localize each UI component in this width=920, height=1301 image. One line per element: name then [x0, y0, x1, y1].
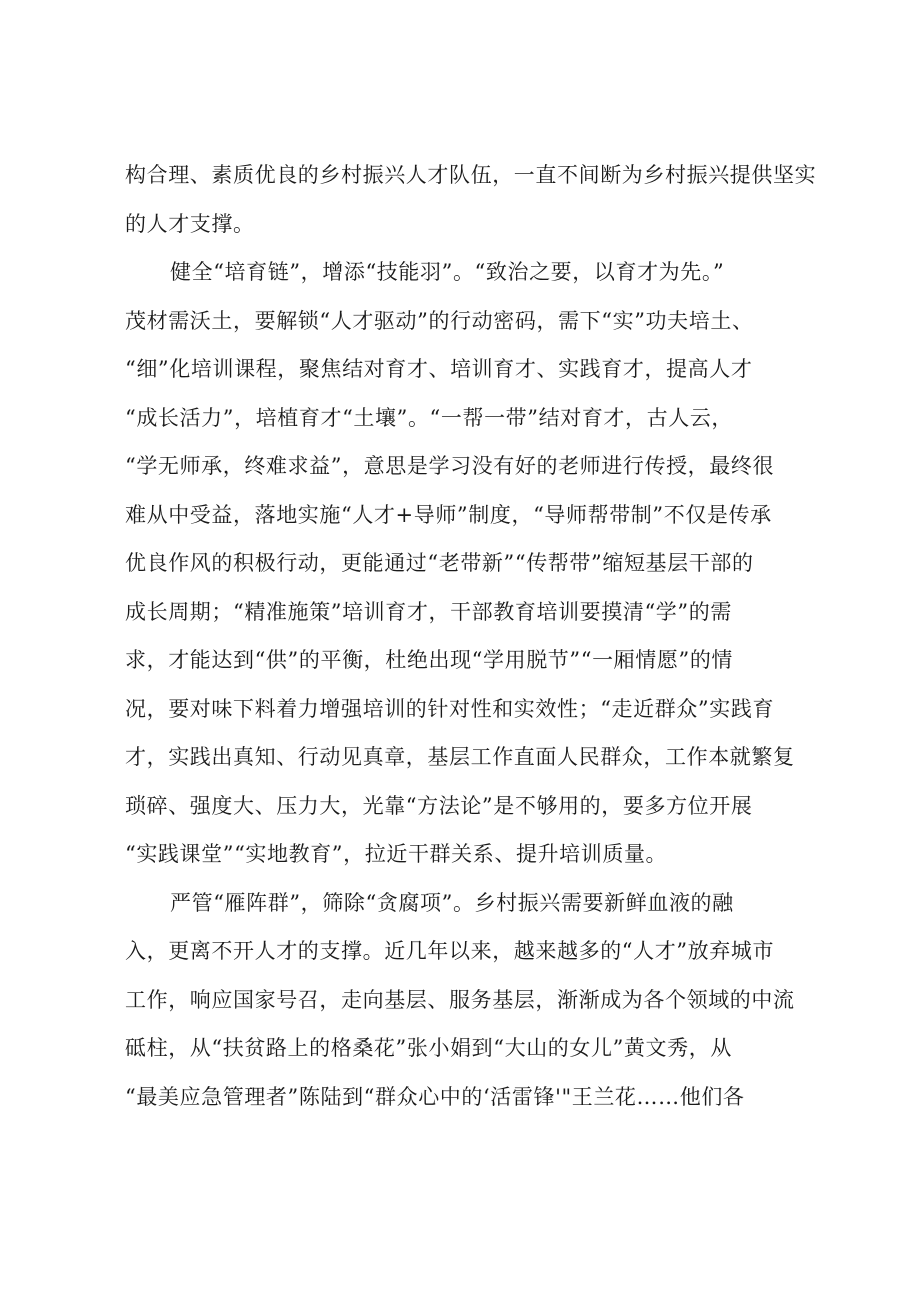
text-line: 工作，响应国家号召，走向基层、服务基层，渐渐成为各个领域的中流: [125, 988, 795, 1012]
text-line: “学无师承，终难求益”，意思是学习没有好的老师进行传授，最终很: [125, 454, 775, 478]
text-line: “成长活力”，培植育才“土壤”。“一帮一带”结对育才，古人云，: [125, 406, 734, 430]
text-line: “细”化培训课程，聚焦结对育才、培训育才、实践育才，提高人才: [125, 357, 753, 381]
text-line: 构合理、素质优良的乡村振兴人才队伍，一直不间断为乡村振兴提供坚实: [125, 163, 817, 187]
text-line: 砥柱，从“扶贫路上的格桑花”张小娟到“大山的女儿”黄文秀，从: [125, 1036, 732, 1060]
text-line: 难从中受益，落地实施“人才+导师”制度，“导师帮带制”不仅是传承: [125, 503, 772, 527]
text-line: 成长周期；“精准施策”培训育才，干部教育培训要摸清“学”的需: [125, 600, 732, 624]
text-line: 况，要对味下料着力增强培训的针对性和实效性；“走近群众”实践育: [125, 697, 775, 721]
text-line: “实践课堂”“实地教育”，拉近干群关系、提升培训质量。: [125, 842, 668, 866]
text-line: 入，更离不开人才的支撑。近几年以来，越来越多的“人才”放弃城市: [125, 939, 775, 963]
text-line: 健全“培育链”，增添“技能羽”。“致治之要，以育才为先。”: [170, 260, 725, 284]
text-line: 严管“雁阵群”，筛除“贪腐项”。乡村振兴需要新鲜血液的融: [170, 891, 734, 915]
text-line: 求，才能达到“供”的平衡，杜绝出现“学用脱节”“一厢情愿”的情: [125, 648, 734, 672]
text-line: 的人才支撑。: [125, 212, 255, 236]
text-line: 琐碎、强度大、压力大，光靠“方法论”是不够用的，要多方位开展: [125, 794, 753, 818]
text-line: “最美应急管理者”陈陆到“群众心中的‘活雷锋'"王兰花……他们各: [125, 1085, 745, 1109]
text-line: 茂材需沃土，要解锁“人才驱动”的行动密码，需下“实”功夫培土、: [125, 309, 754, 333]
text-line: 优良作风的积极行动，更能通过“老带新”“传帮带”缩短基层干部的: [125, 551, 754, 575]
text-line: 才，实践出真知、行动见真章，基层工作直面人民群众，工作本就繁复: [125, 745, 795, 769]
